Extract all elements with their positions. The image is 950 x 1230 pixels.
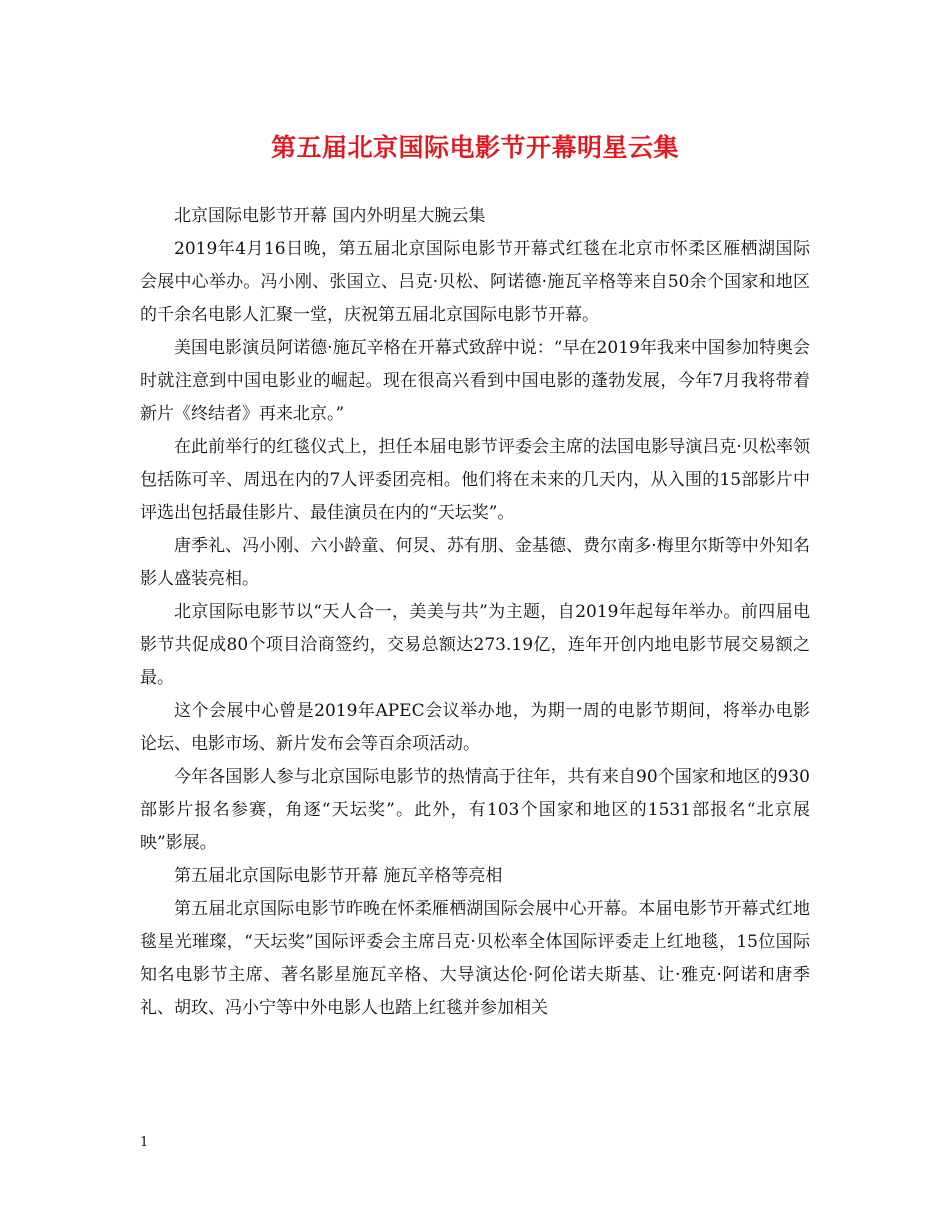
subheading-paragraph: 第五届北京国际电影节开幕 施瓦辛格等亮相 [174,866,503,886]
body-paragraph: 第五届北京国际电影节昨晚在怀柔雁栖湖国际会展中心开幕。本届电影节开幕式红地毯星光璀璨，“天坛奖”国际评委会主席吕克·贝松率全体国际评委走上红地毯，15位国际知名电影节主席、著名影星施瓦辛格、大导演达伦·阿伦诺夫斯基、让·雅克·阿诺和唐季礼、胡玫、冯小宁等中外电影人也踏上红毯并参加相关 [140,899,810,1018]
page-number: 1 [140,1135,149,1150]
body-paragraph: 今年各国影人参与北京国际电影节的热情高于往年，共有来自90个国家和地区的930部影片报名参赛，角逐“天坛奖”。此外，有103个国家和地区的1531部报名“北京展映”影展。 [140,767,810,853]
document-title: 第五届北京国际电影节开幕明星云集 [270,133,679,162]
subheading-paragraph: 北京国际电影节开幕 国内外明星大腕云集 [174,206,486,226]
body-paragraph: 在此前举行的红毯仪式上，担任本届电影节评委会主席的法国电影导演吕克·贝松率领包括陈可辛、周迅在内的7人评委团亮相。他们将在未来的几天内，从入围的15部影片中评选出包括最佳影片、最佳演员在内的“天坛奖”。 [140,437,810,523]
body-paragraph: 2019年4月16日晚，第五届北京国际电影节开幕式红毯在北京市怀柔区雁栖湖国际会展中心举办。冯小刚、张国立、吕克·贝松、阿诺德·施瓦辛格等来自50余个国家和地区的千余名电影人汇聚一堂，庆祝第五届北京国际电影节开幕。 [140,239,810,325]
body-paragraph: 唐季礼、冯小刚、六小龄童、何炅、苏有朋、金基德、费尔南多·梅里尔斯等中外知名影人盛装亮相。 [140,536,810,589]
body-paragraph: 美国电影演员阿诺德·施瓦辛格在开幕式致辞中说：“早在2019年我来中国参加特奥会时就注意到中国电影业的崛起。现在很高兴看到中国电影的蓬勃发展，今年7月我将带着新片《终结者》再来北京。” [140,338,810,424]
body-paragraph: 北京国际电影节以“天人合一，美美与共”为主题，自2019年起每年举办。前四届电影节共促成80个项目洽商签约，交易总额达273.19亿，连年开创内地电影节展交易额之最。 [140,602,810,688]
body-paragraph: 这个会展中心曾是2019年APEC会议举办地，为期一周的电影节期间，将举办电影论坛、电影市场、新片发布会等百余项活动。 [140,701,810,754]
document-body [140,200,810,1025]
